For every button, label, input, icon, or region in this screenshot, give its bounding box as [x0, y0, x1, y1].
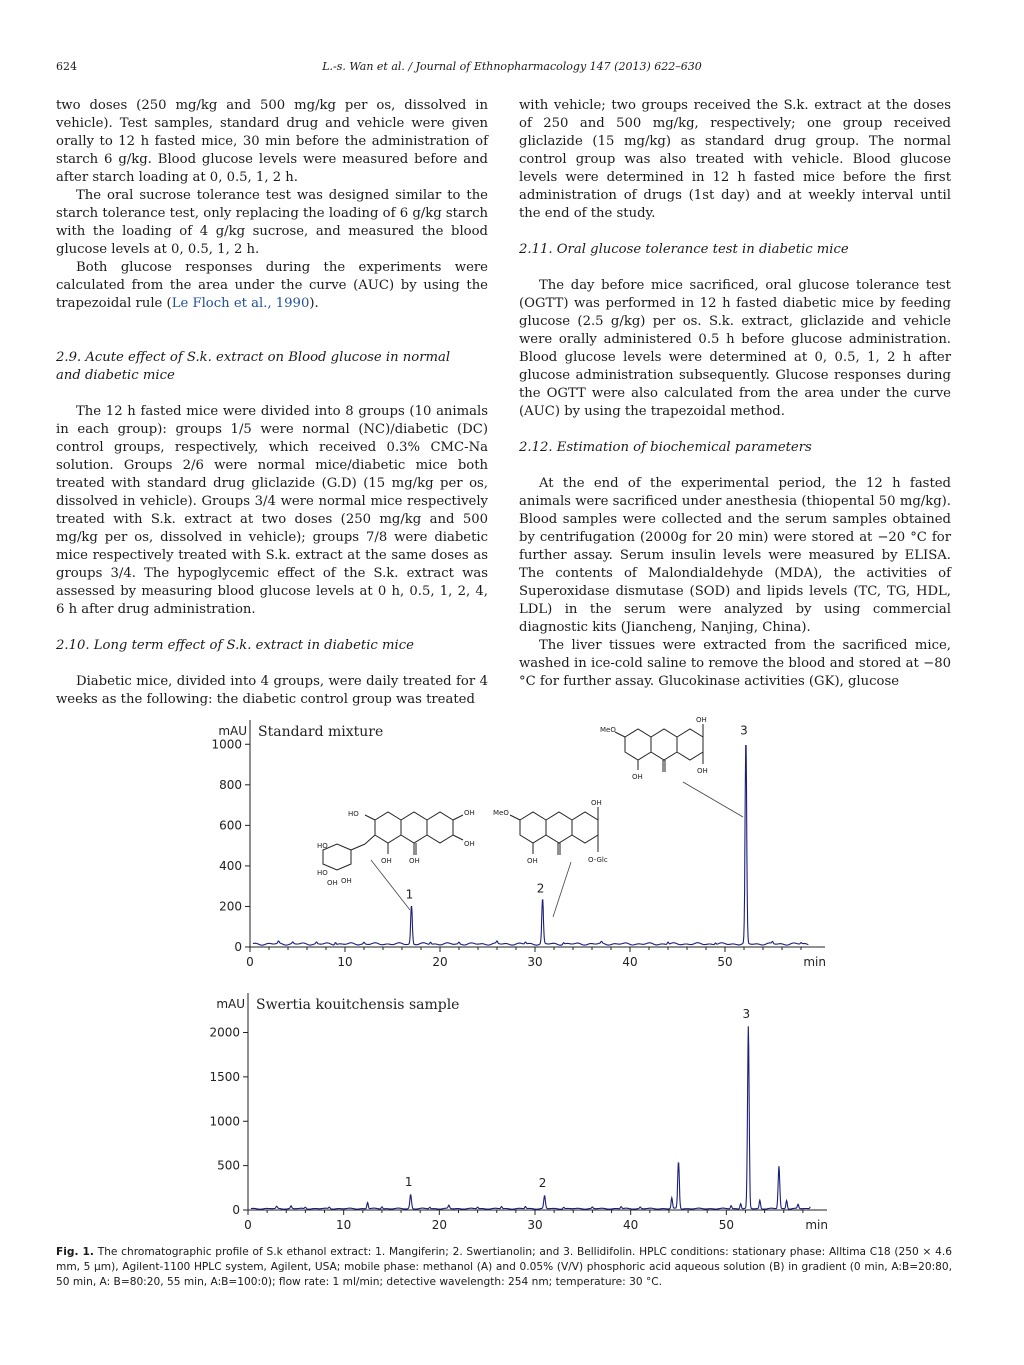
mangiferin-structure — [323, 812, 463, 870]
section-heading-2-10: 2.10. Long term effect of S.k. extract in diabetic mice — [56, 638, 414, 653]
paragraph-end: ). — [309, 296, 319, 311]
y-tick-label: 1000 — [211, 737, 242, 752]
y-tick-label: 1000 — [209, 1114, 240, 1129]
y-tick-label: 200 — [219, 899, 242, 914]
structure-label: HO — [317, 869, 328, 877]
x-axis-label: min — [805, 1218, 828, 1232]
running-header — [0, 60, 1024, 78]
paragraph: Diabetic mice, divided into 4 groups, were daily treated for 4 weeks as the following: the diabetic control group was treated — [56, 674, 488, 707]
x-tick-label: 40 — [623, 1218, 639, 1232]
section-heading-2-9 — [56, 349, 488, 385]
swertianolin-labels — [493, 799, 608, 865]
peak-label: 3 — [740, 723, 748, 738]
x-tick-label: 0 — [244, 1218, 252, 1232]
peak-label: 1 — [404, 1174, 413, 1189]
y-axis-label: mAU — [218, 724, 247, 738]
bellidifolin-structure — [615, 724, 703, 772]
x-tick-label: 20 — [432, 955, 448, 969]
paragraph — [56, 259, 488, 313]
structure-label: O-Glc — [588, 856, 608, 864]
chart-title: Swertia kouitchensis sample — [256, 997, 460, 1013]
swertianolin-structure — [510, 807, 598, 855]
heading-line: and diabetic mice — [56, 368, 175, 383]
figure-1 — [205, 712, 840, 1242]
y-tick-label: 600 — [219, 818, 242, 833]
structure-label: OH — [632, 773, 643, 781]
structure-label: OH — [409, 857, 420, 865]
heading-line: 2.9. Acute effect of S.k. extract on Blood glucose in normal — [56, 350, 451, 365]
chromatogram-standard-mixture — [211, 720, 826, 969]
x-tick-label: 50 — [717, 955, 733, 969]
x-tick-label: 30 — [527, 955, 543, 969]
page-number: 624 — [56, 60, 77, 73]
structure-label: OH — [341, 877, 352, 885]
chromatogram-trace — [253, 746, 809, 946]
paragraph: The liver tissues were extracted from the sacrificed mice, washed in ice-cold saline to remove the blood and stored at −80 °C for further assay. Glucokinase activities (GK), glucose — [519, 638, 951, 689]
structure-label: MeO — [493, 809, 509, 817]
chromatogram-figure — [205, 712, 840, 1242]
journal-citation: L.-s. Wan et al. / Journal of Ethnopharmacology 147 (2013) 622–630 — [322, 60, 702, 73]
paragraph: The 12 h fasted mice were divided into 8 groups (10 animals in each group): groups 1/5 were normal (NC)/diabetic (DC) control groups, respectively, which received 0.3% CMC-Na solution. Groups 2/6 were normal mice/diabetic mice both treated with standard drug gliclazide (G.D) (15 mg/kg per os, dissolved in vehicle). Groups 3/4 were normal mice respectively treated with S.k. extract at two doses (250 mg/kg and 500 mg/kg per os, dissolved in vehicle); groups 7/8 were diabetic mice respectively treated with S.k. extract at the same doses as groups 3/4. The hypoglycemic effect of the S.k. extract was assessed by measuring blood glucose levels at 0 h, 0.5, 1, 2, 4, 6 h after drug administration. — [56, 404, 488, 617]
structure-label: MeO — [600, 726, 616, 734]
y-tick-label: 400 — [219, 858, 242, 873]
structure-label: OH — [697, 767, 708, 775]
y-tick-label: 0 — [232, 1203, 240, 1217]
x-tick-label: 20 — [431, 1218, 447, 1232]
paragraph: The day before mice sacrificed, oral glucose tolerance test (OGTT) was performed in 12 h fasted diabetic mice by feeding glucose (2.5 g/kg) per os. S.k. extract, gliclazide and vehicle were orally administered 0.5 h before glucose administration. Blood glucose levels were determined at 0, 0.5, 1, 2 h after glucose administration subsequently. Glucose responses during the OGTT were also calculated from the area under the curve (AUC) by using the trapezoidal method. — [519, 278, 951, 419]
left-column — [56, 97, 488, 709]
reference-link[interactable]: Le Floch et al., 1990 — [171, 296, 310, 311]
y-tick-label: 2000 — [209, 1025, 240, 1040]
paragraph-text: Both glucose responses during the experiments were calculated from the area under the curve (AUC) by using the trapezoidal rule ( — [56, 260, 488, 311]
structure-label: HO — [317, 842, 328, 850]
paragraph: with vehicle; two groups received the S.k. extract at the doses of 250 and 500 mg/kg, respectively; one group received gliclazide (15 mg/kg) as standard drug group. The normal control group was also treated with vehicle. Blood glucose levels were determined in 12 h fasted mice before the first administration of drugs (1st day) and at weekly interval until the end of the study. — [519, 98, 951, 221]
structure-label: OH — [327, 879, 338, 887]
structure-label: OH — [464, 809, 475, 817]
section-heading-2-12: 2.12. Estimation of biochemical parameters — [519, 440, 812, 455]
x-tick-label: 10 — [337, 955, 353, 969]
y-tick-label: 0 — [234, 940, 242, 954]
structure-label: HO — [348, 810, 359, 818]
x-tick-label: 10 — [336, 1218, 352, 1232]
x-tick-label: 30 — [527, 1218, 543, 1232]
chromatogram-sample — [209, 993, 828, 1232]
figure-caption — [56, 1245, 952, 1290]
structure-label: OH — [591, 799, 602, 807]
peak-label: 1 — [405, 887, 414, 902]
caption-label: Fig. 1. — [56, 1246, 94, 1258]
x-tick-label: 40 — [622, 955, 638, 969]
right-column — [519, 97, 951, 691]
peak-label: 3 — [742, 1007, 751, 1022]
section-heading-2-11: 2.11. Oral glucose tolerance test in diabetic mice — [519, 242, 849, 257]
y-tick-label: 1500 — [209, 1069, 240, 1084]
structure-label: OH — [527, 857, 538, 865]
chromatogram-trace — [251, 1026, 810, 1209]
peak-label: 2 — [538, 1176, 547, 1191]
peak-label: 2 — [536, 881, 545, 896]
chart-title: Standard mixture — [258, 724, 384, 740]
y-axis-label: mAU — [216, 997, 245, 1011]
x-axis-label: min — [803, 955, 826, 969]
bellidifolin-labels — [600, 716, 708, 781]
structure-pointer-lines — [371, 782, 743, 917]
structure-label: OH — [464, 840, 475, 848]
mangiferin-labels — [317, 809, 475, 887]
structure-label: OH — [696, 716, 707, 724]
structure-label: OH — [381, 857, 392, 865]
paragraph: two doses (250 mg/kg and 500 mg/kg per os, dissolved in vehicle). Test samples, standard drug and vehicle were given orally to 12 h fasted mice, 30 min before the administration of starch 6 g/kg. Blood glucose levels were measured before and after starch loading at 0, 0.5, 1, 2 h. — [56, 98, 488, 185]
paragraph: The oral sucrose tolerance test was designed similar to the starch tolerance test, only replacing the loading of 6 g/kg starch with the loading of 4 g/kg sucrose, and measured the blood glucose levels at 0, 0.5, 1, 2 h. — [56, 188, 488, 257]
x-tick-label: 50 — [718, 1218, 734, 1232]
y-tick-label: 800 — [219, 777, 242, 792]
caption-text: The chromatographic profile of S.k ethanol extract: 1. Mangiferin; 2. Swertianolin; and 3. Bellidifolin. HPLC conditions: stationary phase: Alltima C18 (250 × 4.6 mm, 5 μm), Agilent-1100 HPLC system, Agilent, USA; mobile phase: methanol (A) and 0.05% (V/V) phosphoric acid aqueous solution (B) in gradient (0 min, A:B=20:80, 50 min, A: B=80:20, 55 min, A:B=100:0); flow rate: 1 ml/min; detective wavelength: 254 nm; temperature: 30 °C. — [56, 1246, 953, 1288]
paragraph: At the end of the experimental period, the 12 h fasted animals were sacrificed under anesthesia (thiopental 50 mg/kg). Blood samples were collected and the serum samples obtained by centrifugation (2000g for 20 min) were stored at −20 °C for further assay. Serum insulin levels were measured by ELISA. The contents of Malondialdehyde (MDA), the activities of Superoxidase dismutase (SOD) and lipids levels (TC, TG, HDL, LDL) in the serum were analyzed by using commercial diagnostic kits (Jiancheng, Nanjing, China). — [519, 476, 951, 635]
y-tick-label: 500 — [217, 1158, 240, 1173]
x-tick-label: 0 — [246, 955, 254, 969]
